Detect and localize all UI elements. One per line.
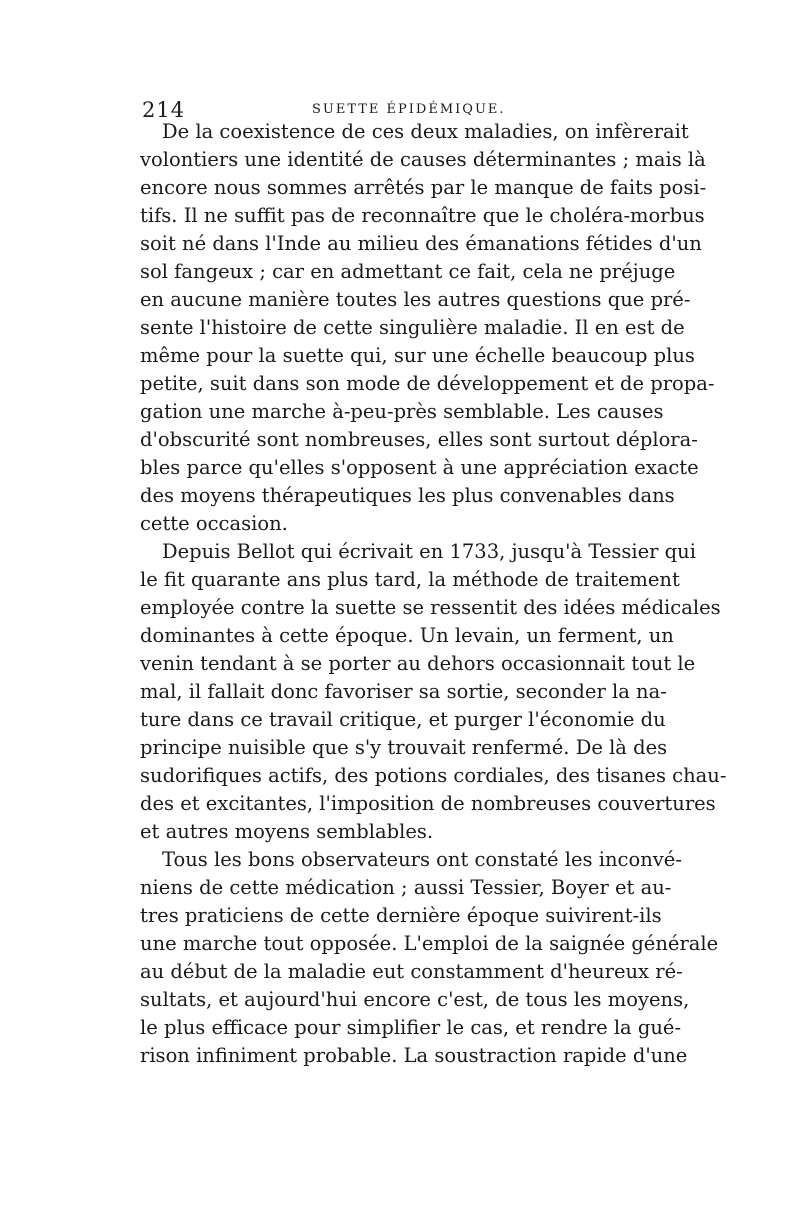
- text-line: employée contre la suette se ressentit des idées médicales: [140, 596, 721, 619]
- text-line: Depuis Bellot qui écrivait en 1733, jusqu'à Tessier qui: [162, 540, 696, 563]
- text-line: petite, suit dans son mode de développement et de propa-: [140, 372, 715, 395]
- text-line: d'obscurité sont nombreuses, elles sont surtout déplora-: [140, 428, 698, 451]
- text-line: soit né dans l'Inde au milieu des émanations fétides d'un: [140, 232, 702, 255]
- text-line: le plus efficace pour simplifier le cas, et rendre la gué-: [140, 1016, 682, 1039]
- text-line: De la coexistence de ces deux maladies, on infèrerait: [162, 120, 689, 143]
- text-line: gation une marche à-peu-près semblable. Les causes: [140, 400, 664, 423]
- text-line: cette occasion.: [140, 512, 288, 535]
- text-line: Tous les bons observateurs ont constaté les inconvé-: [162, 848, 682, 871]
- text-line: mal, il fallait donc favoriser sa sortie, seconder la na-: [140, 680, 667, 703]
- text-line: volontiers une identité de causes déterminantes ; mais là: [140, 148, 706, 171]
- text-line: dominantes à cette époque. Un levain, un ferment, un: [140, 624, 674, 647]
- text-line: sente l'histoire de cette singulière maladie. Il en est de: [140, 316, 685, 339]
- text-line: des et excitantes, l'imposition de nombreuses couvertures: [140, 792, 716, 815]
- text-line: ture dans ce travail critique, et purger l'économie du: [140, 708, 666, 731]
- running-title: SUETTE ÉPIDÉMIQUE.: [312, 102, 506, 117]
- text-line: sultats, et aujourd'hui encore c'est, de tous les moyens,: [140, 988, 690, 1011]
- text-line: venin tendant à se porter au dehors occasionnait tout le: [140, 652, 696, 675]
- text-line: tifs. Il ne suffit pas de reconnaître que le choléra-morbus: [140, 204, 705, 227]
- text-line: rison infiniment probable. La soustraction rapide d'une: [140, 1044, 688, 1067]
- text-line: bles parce qu'elles s'opposent à une appréciation exacte: [140, 456, 699, 479]
- body-text: [140, 118, 727, 1070]
- text-line: et autres moyens semblables.: [140, 820, 434, 843]
- text-line: sudorifiques actifs, des potions cordiales, des tisanes chau-: [140, 764, 727, 787]
- text-line: niens de cette médication ; aussi Tessier, Boyer et au-: [140, 876, 672, 899]
- text-line: même pour la suette qui, sur une échelle beaucoup plus: [140, 344, 695, 367]
- text-line: le fit quarante ans plus tard, la méthode de traitement: [140, 568, 680, 591]
- text-line: tres praticiens de cette dernière époque suivirent-ils: [140, 904, 662, 927]
- text-line: au début de la maladie eut constamment d'heureux ré-: [140, 960, 683, 983]
- text-line: encore nous sommes arrêtés par le manque de faits posi-: [140, 176, 707, 199]
- text-line: sol fangeux ; car en admettant ce fait, cela ne préjuge: [140, 260, 676, 283]
- paragraph-2: [140, 538, 727, 846]
- text-line: en aucune manière toutes les autres questions que pré-: [140, 288, 691, 311]
- text-line: principe nuisible que s'y trouvait renfermé. De là des: [140, 736, 668, 759]
- paragraph-1: [140, 118, 715, 538]
- paragraph-3: [140, 846, 719, 1070]
- text-line: une marche tout opposée. L'emploi de la saignée générale: [140, 932, 719, 955]
- page-number: 214: [142, 98, 186, 122]
- text-line: des moyens thérapeutiques les plus convenables dans: [140, 484, 675, 507]
